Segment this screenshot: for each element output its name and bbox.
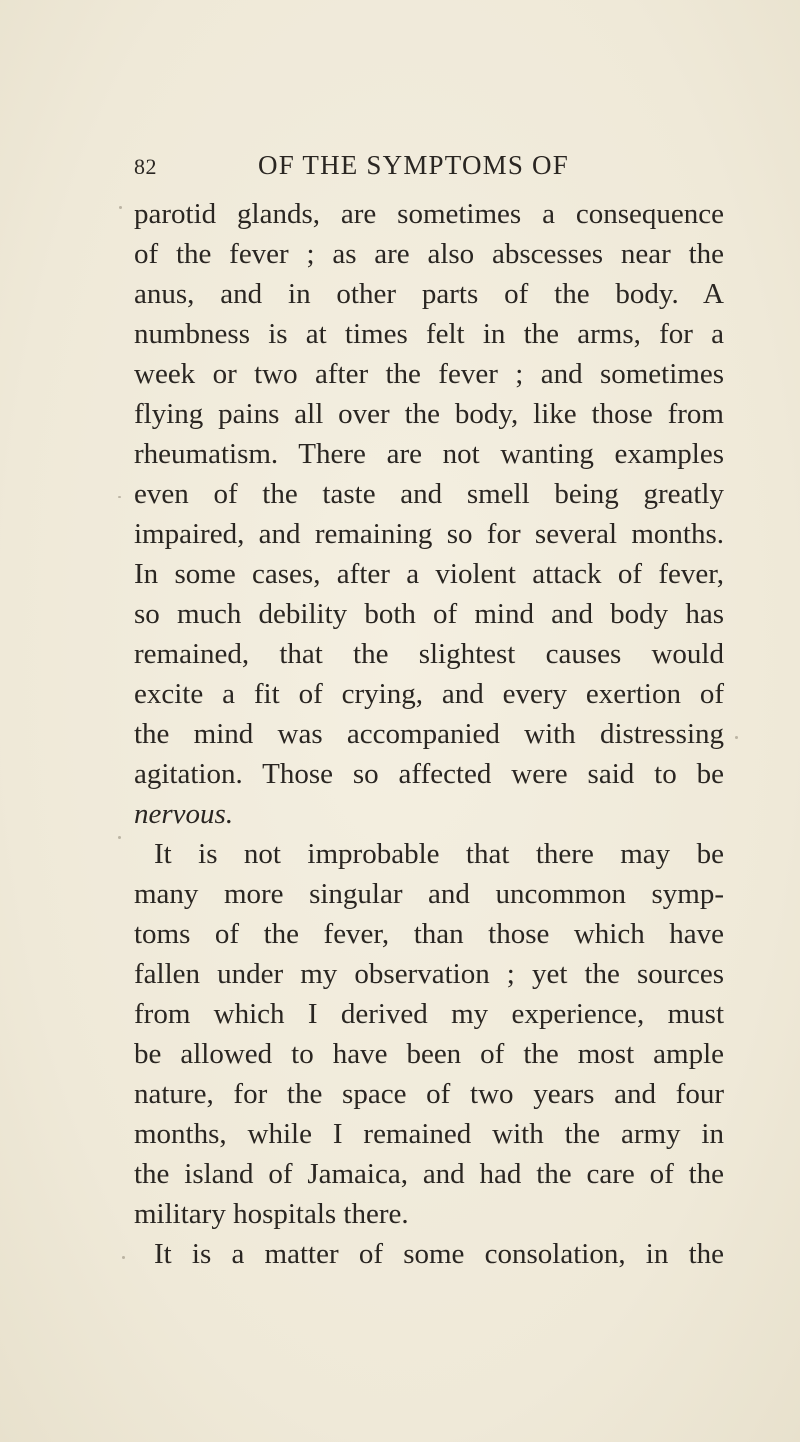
body-text: [134, 194, 724, 1274]
text-line: so much debility both of mind and body has: [134, 598, 724, 630]
text-line: parotid glands, are sometimes a consequence: [134, 198, 724, 230]
text-line: flying pains all over the body, like those from: [134, 398, 724, 430]
margin-speck: [735, 736, 738, 739]
text-line: excite a fit of crying, and every exertion of: [134, 678, 724, 710]
text-line: fallen under my observation ; yet the sources: [134, 958, 724, 990]
text-line: of the fever ; as are also abscesses near the: [134, 238, 724, 270]
text-line: even of the taste and smell being greatly: [134, 478, 724, 510]
text-line: be allowed to have been of the most ample: [134, 1038, 724, 1070]
text-line: anus, and in other parts of the body. A: [134, 278, 724, 310]
text-line: It is a matter of some consolation, in the: [154, 1238, 724, 1270]
margin-speck: [118, 836, 121, 839]
text-line: week or two after the fever ; and sometimes: [134, 358, 724, 390]
text-line: It is not improbable that there may be: [154, 838, 724, 870]
text-line: months, while I remained with the army in: [134, 1118, 724, 1150]
text-line: remained, that the slightest causes would: [134, 638, 724, 670]
text-line: numbness is at times felt in the arms, for a: [134, 318, 724, 350]
text-line: the island of Jamaica, and had the care of the: [134, 1158, 724, 1190]
text-line: nervous.: [134, 798, 234, 830]
text-line: In some cases, after a violent attack of fever,: [134, 558, 724, 590]
text-line: agitation. Those so affected were said to be: [134, 758, 724, 790]
text-line: toms of the fever, than those which have: [134, 918, 724, 950]
text-line: nature, for the space of two years and four: [134, 1078, 724, 1110]
text-line: military hospitals there.: [134, 1198, 409, 1230]
margin-speck: [118, 496, 121, 498]
text-line: many more singular and uncommon symp-: [134, 878, 724, 910]
text-line: rheumatism. There are not wanting examples: [134, 438, 724, 470]
margin-speck: [119, 206, 122, 209]
page-header: [134, 150, 694, 190]
page-number: 82: [134, 154, 157, 179]
running-head: OF THE SYMPTOMS OF: [258, 150, 569, 180]
text-line: impaired, and remaining so for several months.: [134, 518, 724, 550]
text-line: from which I derived my experience, must: [134, 998, 724, 1030]
text-line: the mind was accompanied with distressing: [134, 718, 724, 750]
margin-speck: [122, 1256, 125, 1259]
